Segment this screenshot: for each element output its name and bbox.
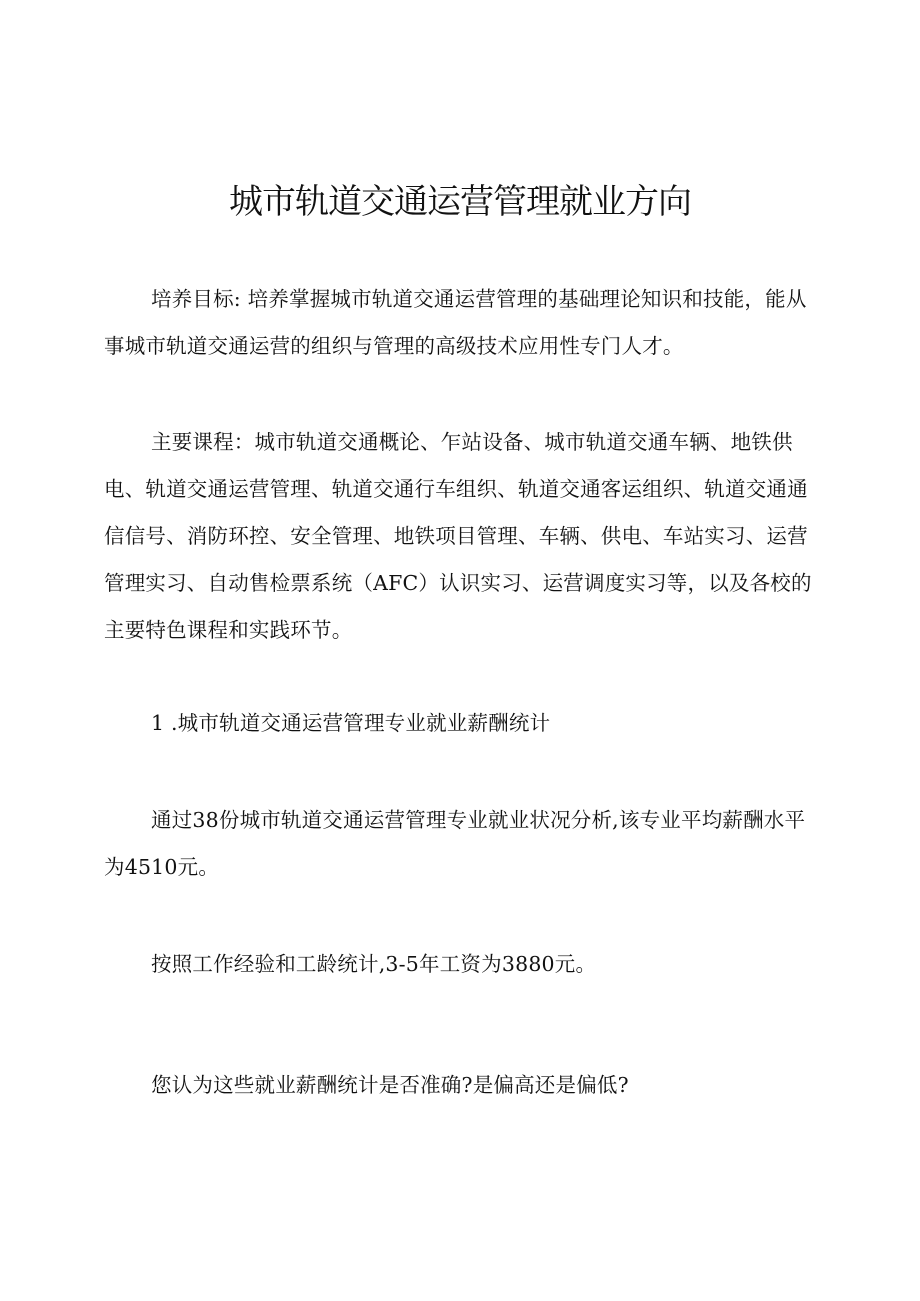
main-courses-paragraph: 主要课程：城市轨道交通概论、乍站设备、城市轨道交通车辆、地铁供电、轨道交通运营管理、轨道交通行车组织、轨道交通客运组织、轨道交通通信信号、消防环控、安全管理、地铁项目管理、车辆、供电、车站实习、运营管理实习、自动售检票系统（AFC）认识实习、运营调度实习等，以及各校的主要特色课程和实践环节。 [104, 430, 812, 642]
question-paragraph: 您认为这些就业薪酬统计是否准确?是偏高还是偏低? [151, 1073, 629, 1097]
salary-section-heading: 1 .城市轨道交通运营管理专业就业薪酬统计 [151, 711, 551, 735]
experience-salary-paragraph: 按照工作经验和工龄统计,3-5年工资为3880元。 [151, 952, 597, 976]
document-title: 城市轨道交通运营管理就业方向 [229, 182, 691, 222]
training-goal-paragraph: 培养目标: 培养掌握城市轨道交通运营管理的基础理论知识和技能，能从事城市轨道交通运营的组织与管理的高级技术应用性专门人才。 [104, 287, 807, 358]
average-salary-paragraph: 通过38份城市轨道交通运营管理专业就业状况分析,该专业平均薪酬水平为4510元。 [104, 808, 806, 879]
